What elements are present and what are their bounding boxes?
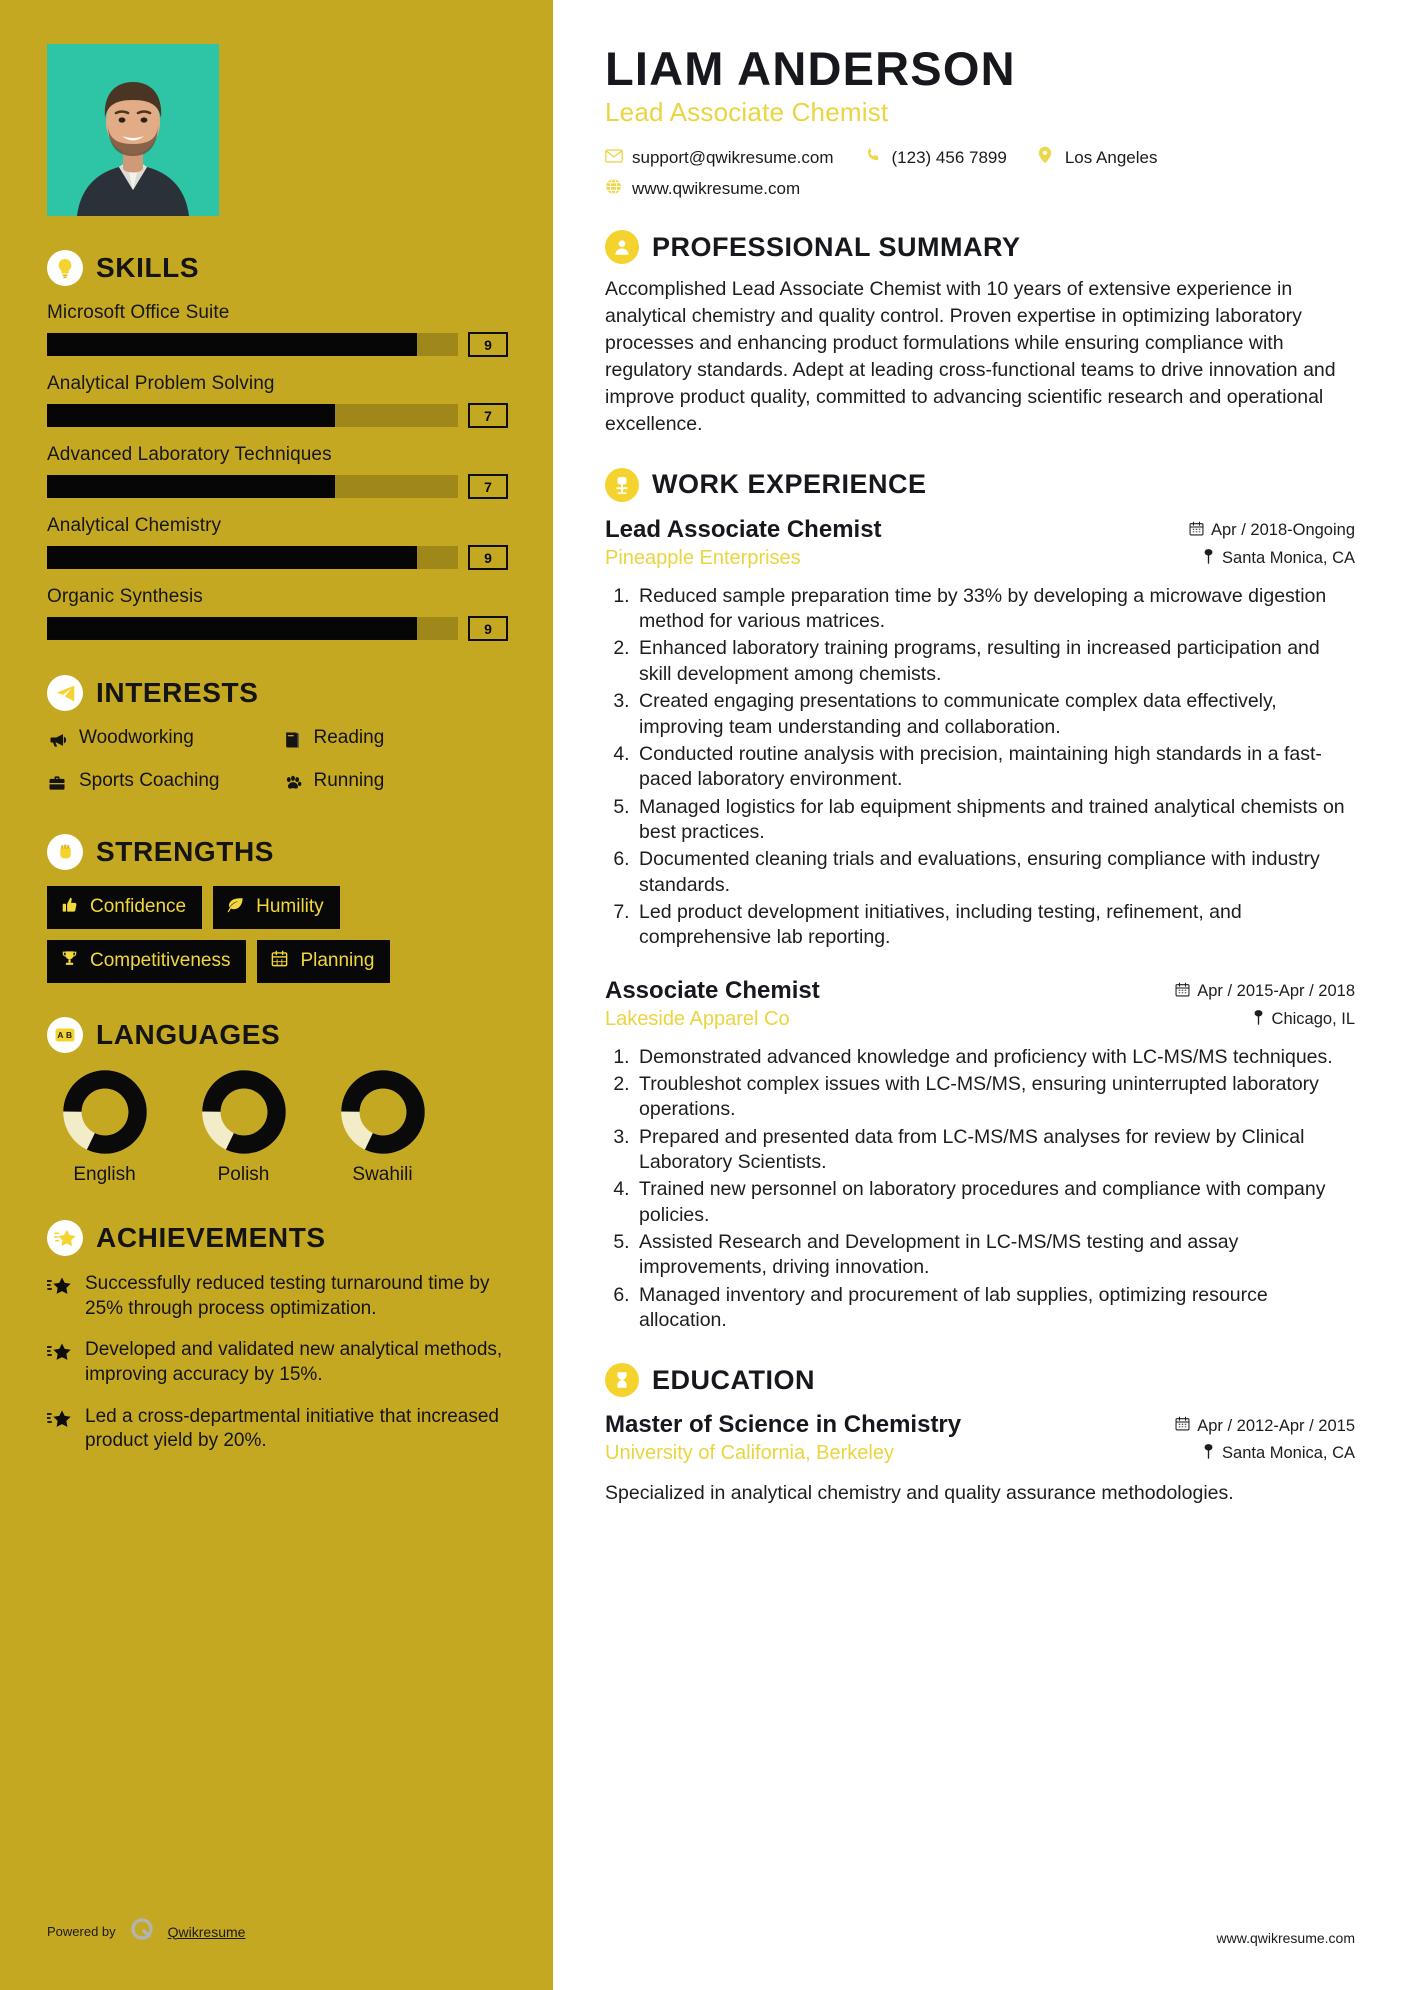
interest-label: Sports Coaching xyxy=(79,770,220,792)
skill-score-badge: 9 xyxy=(468,616,508,641)
achievement-text: Successfully reduced testing turnaround time by 25% through process optimization. xyxy=(85,1272,490,1319)
skills-header xyxy=(47,250,508,286)
interest-item xyxy=(47,727,274,756)
education-section xyxy=(605,1363,1355,1506)
education-school: University of California, Berkeley xyxy=(605,1442,894,1465)
education-location xyxy=(1175,1443,1355,1464)
job-bullet: 6. Managed inventory and procurement of lab supplies, optimizing resource allocation. xyxy=(635,1283,1355,1334)
skill-score-badge: 9 xyxy=(468,332,508,357)
skill-progress-fill xyxy=(47,617,417,640)
job-bullet: 1. Reduced sample preparation time by 33% by developing a microwave digestion method for various matrices. xyxy=(635,584,1355,635)
shooting-star-bullet-icon xyxy=(47,1276,73,1303)
achievements-header xyxy=(47,1220,508,1256)
achievements-title: ACHIEVEMENTS xyxy=(96,1221,326,1253)
shooting-star-bullet-icon xyxy=(47,1342,73,1369)
skills-title: SKILLS xyxy=(96,252,200,283)
map-pin-icon xyxy=(1200,548,1215,569)
skill-label: Analytical Chemistry xyxy=(47,515,222,536)
envelope-icon xyxy=(605,148,623,168)
calendar-icon xyxy=(1189,521,1204,541)
job-company: Pineapple Enterprises xyxy=(605,546,801,569)
skill-progress-fill xyxy=(47,546,417,569)
translate-icon xyxy=(47,1017,83,1053)
job-bullet: 6. Documented cleaning trials and evaluations, ensuring compliance with industry standards. xyxy=(635,847,1355,898)
professional-summary-text: Accomplished Lead Associate Chemist with 10 years of extensive experience in analytical chemistry and quality control. Proven expertise in optimizing laboratory processes and enhancing product formulations while ensuring compliance with regulatory standards. Adept at leading cross-functional teams to drive innovation and improve product quality, committed to advancing scientific research and operational excellence. xyxy=(605,278,1336,435)
work-experience-entry xyxy=(605,516,1355,951)
interest-label: Reading xyxy=(313,727,385,748)
contact-website[interactable] xyxy=(605,178,800,200)
work-experience-entry xyxy=(605,977,1355,1334)
strengths-title: STRENGTHS xyxy=(96,835,275,867)
languages-list xyxy=(47,1069,508,1186)
globe-icon xyxy=(605,178,623,200)
contact-email[interactable] xyxy=(605,148,834,168)
skill-item xyxy=(47,373,508,428)
interests-section xyxy=(47,675,508,800)
powered-by-label: Powered by xyxy=(47,1924,116,1939)
fist-icon xyxy=(47,834,83,870)
calendar-icon xyxy=(270,949,290,974)
achievement-item xyxy=(47,1405,508,1454)
office-chair-icon xyxy=(605,468,639,502)
job-location xyxy=(1175,1009,1355,1030)
job-bullet: 7. Led product development initiatives, including testing, refinement, and comprehensive lab reporting. xyxy=(635,900,1355,951)
skill-label: Advanced Laboratory Techniques xyxy=(47,444,332,465)
education-header xyxy=(605,1363,1355,1397)
work-experience-section xyxy=(605,468,1355,1334)
main-content xyxy=(553,0,1407,1990)
job-bullet: 4. Trained new personnel on laboratory procedures and compliance with company policies. xyxy=(635,1177,1355,1228)
language-item xyxy=(325,1069,440,1186)
phone-icon xyxy=(865,147,883,168)
job-dates-text: Apr / 2015-Apr / 2018 xyxy=(1197,982,1355,1001)
qwikresume-logo-icon xyxy=(130,1917,154,1946)
job-dates-text: Apr / 2018-Ongoing xyxy=(1210,521,1355,540)
job-title: Lead Associate Chemist xyxy=(605,515,882,543)
location-pin-icon xyxy=(1038,146,1056,169)
job-bullet-list xyxy=(605,1045,1355,1334)
strength-chip xyxy=(213,886,340,929)
strength-label: Humility xyxy=(256,896,324,918)
achievement-text: Led a cross-departmental initiative that increased product yield by 20%. xyxy=(85,1405,500,1452)
education-degree: Master of Science in Chemistry xyxy=(605,1411,962,1439)
shooting-star-bullet-icon xyxy=(47,1409,73,1436)
calendar-icon xyxy=(1175,982,1190,1002)
job-dates xyxy=(1175,982,1355,1002)
skill-progress-track xyxy=(47,546,458,569)
skill-label: Microsoft Office Suite xyxy=(47,302,230,323)
strength-label: Confidence xyxy=(90,896,187,918)
education-title: EDUCATION xyxy=(652,1364,815,1395)
achievement-item xyxy=(47,1338,508,1387)
interest-item xyxy=(282,727,509,756)
skill-progress-track xyxy=(47,475,458,498)
strengths-header xyxy=(47,834,508,870)
education-location-text: Santa Monica, CA xyxy=(1222,1444,1355,1463)
language-donut-chart xyxy=(62,1069,148,1155)
work-experience-title: WORK EXPERIENCE xyxy=(652,469,927,500)
job-bullet: 3. Created engaging presentations to communicate complex data effectively, improving team understanding and collaboration. xyxy=(635,689,1355,740)
professional-summary-title: PROFESSIONAL SUMMARY xyxy=(652,231,1021,262)
job-bullet: 5. Managed logistics for lab equipment shipments and trained analytical chemists on best practices. xyxy=(635,795,1355,846)
paw-icon xyxy=(282,773,304,799)
skills-section xyxy=(47,250,508,641)
job-bullet: 1. Demonstrated advanced knowledge and proficiency with LC-MS/MS techniques. xyxy=(635,1045,1355,1070)
skill-progress-track xyxy=(47,333,458,356)
education-dates-text: Apr / 2012-Apr / 2015 xyxy=(1197,1416,1355,1435)
interest-label: Running xyxy=(313,770,385,792)
thumbs-up-icon xyxy=(60,895,80,920)
strength-label: Planning xyxy=(300,950,375,972)
languages-title: LANGUAGES xyxy=(96,1018,281,1050)
briefcase-icon xyxy=(47,773,69,799)
strength-chip xyxy=(47,940,246,983)
strengths-section xyxy=(47,834,508,983)
job-location-text: Chicago, IL xyxy=(1271,1009,1355,1028)
map-pin-icon xyxy=(1200,1443,1215,1464)
skill-progress-track xyxy=(47,404,458,427)
contact-email-text: support@qwikresume.com xyxy=(632,147,834,167)
book-icon xyxy=(282,730,304,756)
job-bullet: 2. Troubleshot complex issues with LC-MS/MS, ensuring uninterrupted laboratory operations. xyxy=(635,1072,1355,1123)
qwikresume-link[interactable]: Qwikresume xyxy=(167,1923,246,1940)
graduation-icon xyxy=(605,1363,639,1397)
languages-header xyxy=(47,1017,508,1053)
skill-progress-fill xyxy=(47,333,417,356)
page-title: LIAM ANDERSON xyxy=(605,42,1016,95)
skill-item xyxy=(47,444,508,499)
job-location-text: Santa Monica, CA xyxy=(1222,548,1355,567)
job-bullet: 3. Prepared and presented data from LC-MS/MS analyses for review by Clinical Laboratory Scientists. xyxy=(635,1125,1355,1176)
skill-progress-fill xyxy=(47,404,335,427)
contact-phone[interactable] xyxy=(865,147,1007,168)
skill-score-badge: 9 xyxy=(468,545,508,570)
strength-chip xyxy=(47,886,202,929)
interest-item xyxy=(282,770,509,799)
achievement-item xyxy=(47,1272,508,1321)
main-footer-website: www.qwikresume.com xyxy=(1216,1930,1355,1946)
user-circle-icon xyxy=(605,230,639,264)
job-bullet-list xyxy=(605,584,1355,951)
leaf-icon xyxy=(226,895,246,920)
education-entry xyxy=(605,1411,1355,1506)
interests-title: INTERESTS xyxy=(96,677,259,708)
skill-score-badge: 7 xyxy=(468,474,508,499)
lightbulb-icon xyxy=(47,250,83,286)
shooting-star-icon xyxy=(47,1220,83,1256)
megaphone-icon xyxy=(47,730,69,756)
contact-location xyxy=(1038,146,1158,169)
language-label: Polish xyxy=(217,1163,270,1185)
skill-label: Analytical Problem Solving xyxy=(47,373,275,394)
trophy-icon xyxy=(60,949,80,974)
job-bullet: 2. Enhanced laboratory training programs, resulting in increased participation and skill development among chemists. xyxy=(635,636,1355,687)
sidebar xyxy=(0,0,553,1990)
avatar xyxy=(47,44,219,216)
interests-list xyxy=(47,727,508,800)
job-company: Lakeside Apparel Co xyxy=(605,1007,790,1030)
contact-location-text: Los Angeles xyxy=(1064,147,1158,167)
interest-item xyxy=(47,770,274,799)
job-location xyxy=(1189,548,1355,569)
skill-item xyxy=(47,515,508,570)
education-dates xyxy=(1175,1416,1355,1436)
interest-label: Woodworking xyxy=(79,727,194,748)
paper-plane-icon xyxy=(47,675,83,711)
map-pin-icon xyxy=(1250,1009,1265,1030)
work-experience-header xyxy=(605,468,1355,502)
language-donut-chart xyxy=(340,1069,426,1155)
svg-text:B: B xyxy=(65,1029,73,1040)
professional-summary-header xyxy=(605,230,1355,264)
contact-phone-text: (123) 456 7899 xyxy=(891,147,1007,167)
strength-chip xyxy=(257,940,390,983)
job-title: Associate Chemist xyxy=(605,976,820,1004)
professional-summary-section xyxy=(605,230,1355,437)
achievements-list xyxy=(47,1272,508,1454)
achievements-section xyxy=(47,1220,508,1454)
skill-label: Organic Synthesis xyxy=(47,586,203,607)
job-role-subtitle: Lead Associate Chemist xyxy=(605,97,889,128)
language-label: Swahili xyxy=(352,1163,413,1185)
skill-progress-fill xyxy=(47,475,335,498)
svg-text:A: A xyxy=(57,1029,64,1040)
languages-section xyxy=(47,1017,508,1186)
strength-label: Competitiveness xyxy=(90,950,231,972)
sidebar-footer xyxy=(47,1917,245,1946)
profile-photo xyxy=(47,44,219,216)
skill-item xyxy=(47,302,508,357)
job-bullet: 4. Conducted routine analysis with precision, maintaining high standards in a fast-paced laboratory environment. xyxy=(635,742,1355,793)
education-description: Specialized in analytical chemistry and quality assurance methodologies. xyxy=(605,1482,1234,1505)
language-item xyxy=(47,1069,162,1186)
calendar-icon xyxy=(1175,1416,1190,1436)
job-dates xyxy=(1189,521,1355,541)
language-label: English xyxy=(73,1163,136,1185)
contact-website-text: www.qwikresume.com xyxy=(632,179,801,199)
achievement-text: Developed and validated new analytical methods, improving accuracy by 15%. xyxy=(85,1339,503,1385)
language-donut-chart xyxy=(201,1069,287,1155)
language-item xyxy=(186,1069,301,1186)
job-bullet: 5. Assisted Research and Development in LC-MS/MS testing and assay improvements, driving innovation. xyxy=(635,1230,1355,1281)
interests-header xyxy=(47,675,508,711)
contact-info xyxy=(605,146,1355,200)
skill-score-badge: 7 xyxy=(468,403,508,428)
skill-item xyxy=(47,586,508,641)
strengths-list xyxy=(47,886,508,983)
skill-progress-track xyxy=(47,617,458,640)
skills-list xyxy=(47,302,508,641)
